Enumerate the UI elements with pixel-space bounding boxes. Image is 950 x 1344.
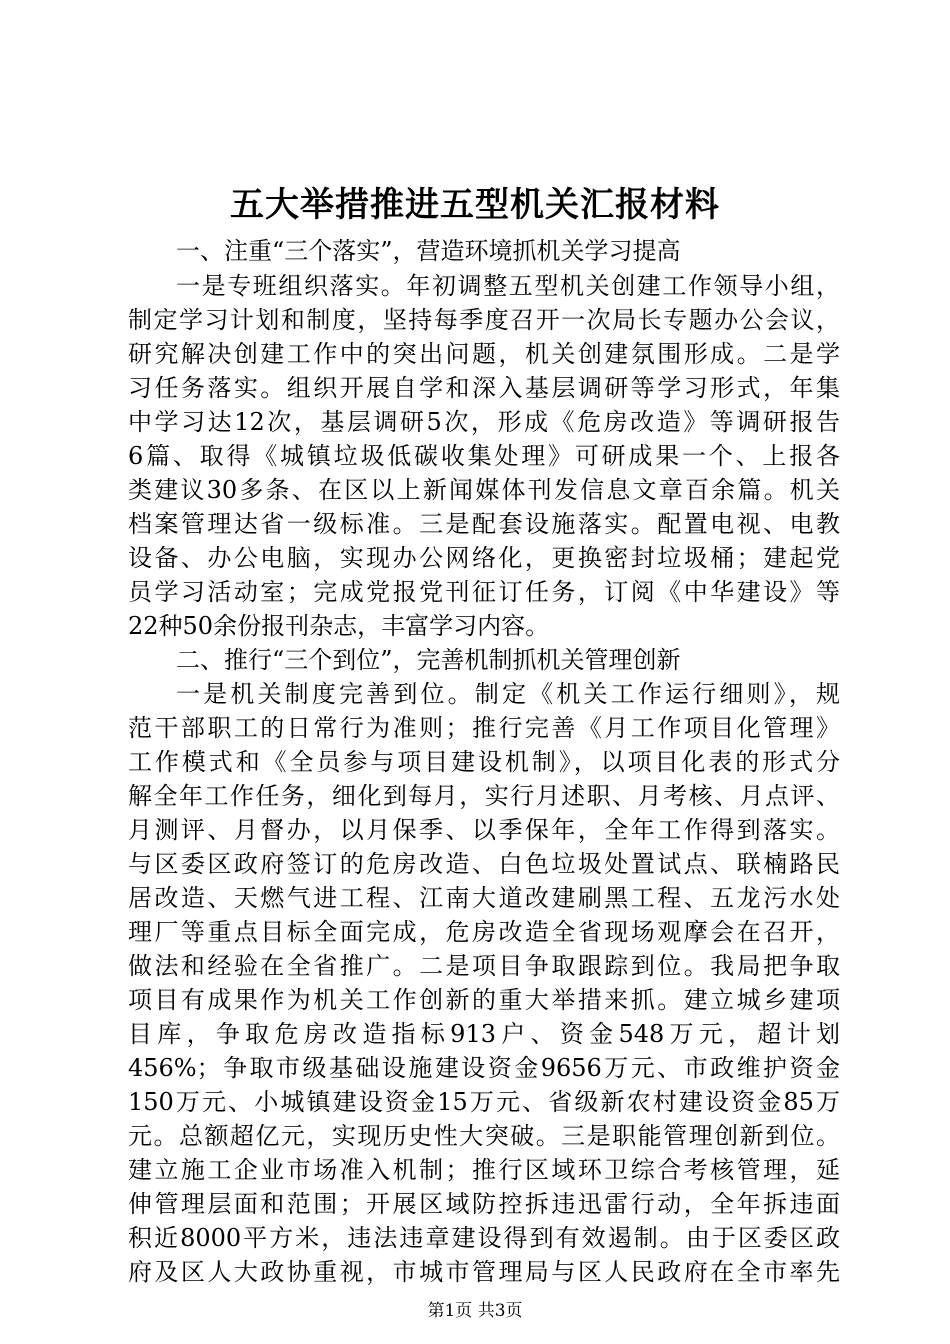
paragraph-line: 元。总额超亿元，实现历史性大突破。三是职能管理创新到位。: [128, 1122, 840, 1150]
paragraph-line: 目库，争取危房改造指标913户、资金548万元，超计划: [128, 1020, 840, 1048]
paragraph-line: 6篇、取得《城镇垃圾低碳收集处理》可研成果一个、上报各: [128, 442, 840, 470]
paragraph-line: 456%；争取市级基础设施建设资金9656万元、市政维护资金: [128, 1054, 840, 1082]
paragraph-line: 类建议30多条、在区以上新闻媒体刊发信息文章百余篇。机关: [128, 476, 840, 504]
paragraph-line: 一是机关制度完善到位。制定《机关工作运行细则》，规: [176, 680, 840, 708]
paragraph-line: 一是专班组织落实。年初调整五型机关创建工作领导小组，: [176, 272, 840, 300]
paragraph-line: 解全年工作任务，细化到每月，实行月述职、月考核、月点评、: [128, 782, 840, 810]
paragraph-line: 与区委区政府签订的危房改造、白色垃圾处置试点、联楠路民: [128, 850, 840, 878]
paragraph-line: 府及区人大政协重视，市城市管理局与区人民政府在全市率先: [128, 1258, 840, 1286]
paragraph-line: 工作模式和《全员参与项目建设机制》，以项目化表的形式分: [128, 748, 840, 776]
paragraph-line: 制定学习计划和制度，坚持每季度召开一次局长专题办公会议，: [128, 306, 840, 334]
paragraph-line: 月测评、月督办，以月保季、以季保年，全年工作得到落实。: [128, 816, 840, 844]
page-footer: 第1页 共3页: [427, 1301, 523, 1321]
paragraph-line: 22种50余份报刊杂志，丰富学习内容。: [128, 612, 550, 640]
paragraph-line: 伸管理层面和范围；开展区域防控拆违迅雷行动，全年拆违面: [128, 1190, 840, 1218]
paragraph-line: 理厂等重点目标全面完成，危房改造全省现场观摩会在召开，: [128, 918, 840, 946]
document-title: 五大举措推进五型机关汇报材料: [230, 185, 720, 225]
paragraph-line: 积近8000平方米，违法违章建设得到有效遏制。由于区委区政: [128, 1224, 840, 1252]
paragraph-line: 档案管理达省一级标准。三是配套设施落实。配置电视、电教: [128, 510, 840, 538]
paragraph-line: 设备、办公电脑，实现办公网络化，更换密封垃圾桶；建起党: [128, 544, 840, 572]
paragraph-line: 150万元、小城镇建设资金15万元、省级新农村建设资金85万: [128, 1088, 840, 1116]
paragraph-line: 项目有成果作为机关工作创新的重大举措来抓。建立城乡建项: [128, 986, 840, 1014]
section-heading-2: 二、推行“三个到位”，完善机制抓机关管理创新: [176, 646, 681, 674]
paragraph-line: 居改造、天燃气进工程、江南大道改建刷黑工程、五龙污水处: [128, 884, 840, 912]
section-heading-1: 一、注重“三个落实”，营造环境抓机关学习提高: [176, 237, 681, 265]
paragraph-line: 习任务落实。组织开展自学和深入基层调研等学习形式，年集: [128, 374, 840, 402]
paragraph-line: 做法和经验在全省推广。二是项目争取跟踪到位。我局把争取: [128, 952, 840, 980]
paragraph-line: 建立施工企业市场准入机制；推行区域环卫综合考核管理，延: [128, 1156, 840, 1184]
paragraph-line: 员学习活动室；完成党报党刊征订任务，订阅《中华建设》等: [128, 578, 840, 606]
paragraph-line: 中学习达12次，基层调研5次，形成《危房改造》等调研报告: [128, 408, 840, 436]
paragraph-line: 范干部职工的日常行为准则；推行完善《月工作项目化管理》: [128, 714, 840, 742]
paragraph-line: 研究解决创建工作中的突出问题，机关创建氛围形成。二是学: [128, 340, 840, 368]
